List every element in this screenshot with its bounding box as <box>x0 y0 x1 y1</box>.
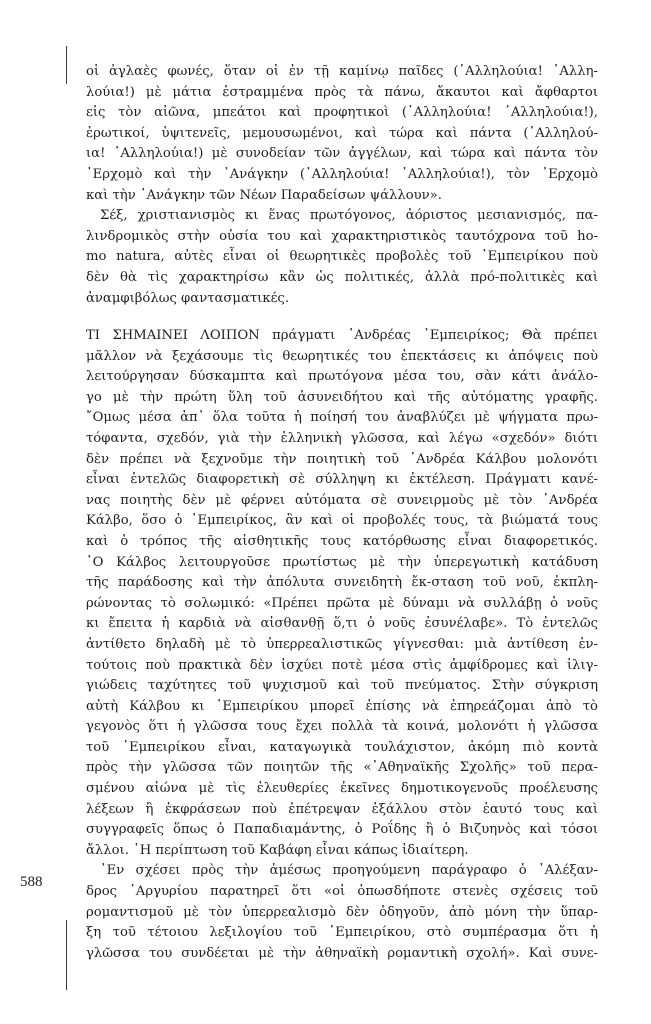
page-number: 588 <box>20 874 43 890</box>
text-line: εἰς τὸν αἰῶνα, μπεάτοι καὶ προφητικοὶ (᾽Αλληλούια! ᾽Αλληλούια!), <box>86 105 598 121</box>
paragraph-argyriou <box>86 861 598 964</box>
text-line: ξη τοῦ τέτοιου λεξιλογίου τοῦ ᾽Εμπειρίκου, στὸ συμπέρασμα ὅτι ἡ <box>86 925 598 941</box>
paragraph-sex-christianity <box>86 206 598 309</box>
margin-rule-top <box>66 46 67 84</box>
text-line: ΤΙ ΣΗΜΑΙΝΕΙ ΛΟΙΠΟΝ πράγματι ᾽Ανδρέας ᾽Εμπειρίκος; Θὰ πρέπει <box>86 328 598 343</box>
text-line: λέξεων ἢ ἐκφράσεων ποὺ ἐπέτρεψαν ἐξάλλου στὸν ἑαυτό τους καὶ <box>86 801 598 817</box>
text-line: τοῦ ᾽Εμπειρίκου εἶναι, καταγωγικὰ τουλάχιστον, ἀκόμη πιὸ κοντὰ <box>86 739 598 755</box>
text-line: καὶ ὁ τρόπος τῆς αἰσθητικῆς τους κατόρθωσης εἶναι διαφορετικός. <box>86 533 598 549</box>
text-line: ἐρωτικοί, ὑψιτενεῖς, μεμουσωμένοι, καὶ τώρα καὶ πάντα (᾽Αλληλού- <box>86 125 598 141</box>
text-block-main <box>86 326 598 964</box>
text-line: δὲν πρέπει νὰ ξεχνοῦμε τὴν ποιητικὴ τοῦ ᾽Ανδρέα Κάλβου μολονότι <box>86 451 598 467</box>
text-line: ρομαντισμοῦ μὲ τὸν ὑπερρεαλισμὸ δὲν ὁδηγοῦν, ἀπὸ μόνη τὴν ὕπαρ- <box>86 904 598 920</box>
text-line: γλῶσσα του συνδέεται μὲ τὴν ἀθηναϊκὴ ρομαντικὴ σχολή». Καὶ συνε- <box>86 945 598 961</box>
text-line: αὐτὴ Κάλβου κι ᾽Εμπειρίκου μπορεῖ ἐπίσης νὰ ἐπηρεάζομαι ἀπὸ τὸ <box>86 698 598 714</box>
text-line: ᾽Εν σχέσει πρὸς τὴν ἀμέσως προηγούμενη παράγραφο ὁ ᾽Αλέξαν- <box>100 863 598 879</box>
text-line: λούια!) μὲ μάτια ἐστραμμένα πρὸς τὰ πάνω, ἄκαυτοι καὶ ἄφθαρτοι <box>86 84 598 100</box>
text-line: λινδρομικὸς στὴν οὐσία του καὶ χαρακτηριστικὸς ταυτόχρονα τοῦ ho- <box>86 228 598 244</box>
text-line: σμένου αἰώνα μὲ τὶς ἐλευθερίες ἐκεῖνες δημοτικογενοῦς προέλευσης <box>86 781 598 797</box>
text-line: ἀντίθετο δηλαδὴ μὲ τὸ ὑπερρεαλιστικῶς γίγνεσθαι: μιὰ ἀντίθεση ἐν- <box>86 636 598 652</box>
paragraph-quote-ending <box>86 62 598 206</box>
text-line: Κάλβο, ὅσο ὁ ᾽Εμπειρίκος, ἂν καὶ οἱ προβολές τους, τὰ βιώματά τους <box>86 513 598 529</box>
margin-rule-bottom <box>66 920 67 990</box>
text-line: λειτούργησαν δύσκαμπτα καὶ πρωτόγονα μέσα του, σὰν κάτι ἀνάλο- <box>86 369 598 385</box>
text-line: mo natura, αὐτὲς εἶναι οἱ θεωρητικὲς προβολὲς τοῦ ᾽Εμπειρίκου ποὺ <box>86 249 598 265</box>
text-line: γο μὲ τὴν πρώτη ὕλη τοῦ ἀσυνειδήτου καὶ τῆς αὐτόματης γραφῆς. <box>86 389 598 405</box>
text-line: πρὸς τὴν γλῶσσα τῶν ποιητῶν τῆς «᾽Αθηναϊκῆς Σχολῆς» τοῦ περα- <box>86 760 598 776</box>
text-line: ια! ᾽Αλληλούια!) μὲ συνοδείαν τῶν ἀγγέλων, καὶ τώρα καὶ πάντα τὸν <box>86 146 598 162</box>
text-line: ᾽Ερχομὸ καὶ τὴν ᾽Ανάγκην (᾽Αλληλούια! ᾽Αλληλούια!), τὸν ᾽Ερχομὸ <box>86 166 598 182</box>
text-line: εἶναι ἐντελῶς διαφορετικὴ σὲ σύλληψη κι ἐκτέλεση. Πράγματι κανέ- <box>86 472 598 488</box>
text-line: δρος ᾽Αργυρίου παρατηρεῖ ὅτι «οἱ ὁπωσδήποτε στενὲς σχέσεις τοῦ <box>86 884 598 900</box>
text-block-top <box>86 62 598 309</box>
text-line: νας ποιητὴς δὲν μὲ φέρνει αὐτόματα σὲ συνειρμοὺς μὲ τὸν ᾽Ανδρέα <box>86 492 598 508</box>
text-line: τῆς παράδοσης καὶ τὴν ἀπόλυτα συνειδητὴ ἔκ-σταση τοῦ νοῦ, ἐκπλη- <box>86 575 598 591</box>
text-line: συγγραφεῖς ὅπως ὁ Παπαδιαμάντης, ὁ Ροΐδης ἢ ὁ Βιζυηνὸς καὶ τόσοι <box>86 822 598 838</box>
text-line: ῎Ομως μέσα ἀπ᾽ ὅλα τοῦτα ἡ ποίησή του ἀναβλύζει μὲ ψήγματα πρω- <box>86 410 598 426</box>
text-line: τόφαντα, σχεδόν, γιὰ τὴν ἑλληνικὴ γλῶσσα, καὶ λέγω «σχεδόν» διότι <box>86 430 598 446</box>
text-line: κι ἔπειτα ἡ καρδιὰ νὰ αἰσθανθῇ ὅ,τι ὁ νοῦς ἐσυνέλαβε». Τὸ ἐντελῶς <box>86 616 598 632</box>
text-line: ρώνοντας τὸ σολωμικό: «Πρέπει πρῶτα μὲ δύναμι νὰ συλλάβῃ ὁ νοῦς <box>86 595 598 611</box>
text-line: ἄλλοι. ῾Η περίπτωση τοῦ Καβάφη εἶναι κάπως ἰδιαίτερη. <box>86 842 469 858</box>
text-line: ῾Ο Κάλβος λειτουργοῦσε πρωτίστως μὲ τὴν ὑπερεγωτικὴ κατάδυση <box>86 554 598 570</box>
text-line: γιώδεις ταχύτητες τοῦ ψυχισμοῦ καὶ τοῦ πνεύματος. Στὴν σύγκριση <box>86 678 598 694</box>
text-line: δὲν θὰ τὶς χαρακτηρίσω κἂν ὡς πολιτικές, ἀλλὰ πρό-πολιτικὲς καὶ <box>86 269 598 285</box>
paragraph-what-does-it-mean <box>86 326 598 861</box>
text-line: καὶ τὴν ᾽Ανάγκην τῶν Νέων Παραδείσων ψάλλουν». <box>86 187 442 203</box>
text-line: οἱ ἀγλαὲς φωνές, ὅταν οἱ ἐν τῇ καμίνῳ παῖδες (᾽Αλληλούια! ᾽Αλλη- <box>86 64 598 79</box>
text-line: γεγονὸς ὅτι ἡ γλῶσσα τους ἔχει πολλὰ τὰ κοινά, μολονότι ἡ γλῶσσα <box>86 719 598 735</box>
text-line: Σέξ, χριστιανισμὸς κι ἕνας πρωτόγονος, ἀόριστος μεσιανισμός, πα- <box>100 208 598 224</box>
text-line: ἀναμφιβόλως φαντασματικές. <box>86 290 290 306</box>
text-line: τούτοις ποὺ πρακτικὰ δὲν ἰσχύει ποτὲ μέσα στὶς ἀμφίδρομες καὶ ἰλιγ- <box>86 657 598 673</box>
text-line: μᾶλλον νὰ ξεχάσουμε τὶς θεωρητικές του ἐπεκτάσεις κι ἀπόψεις ποὺ <box>86 348 598 364</box>
